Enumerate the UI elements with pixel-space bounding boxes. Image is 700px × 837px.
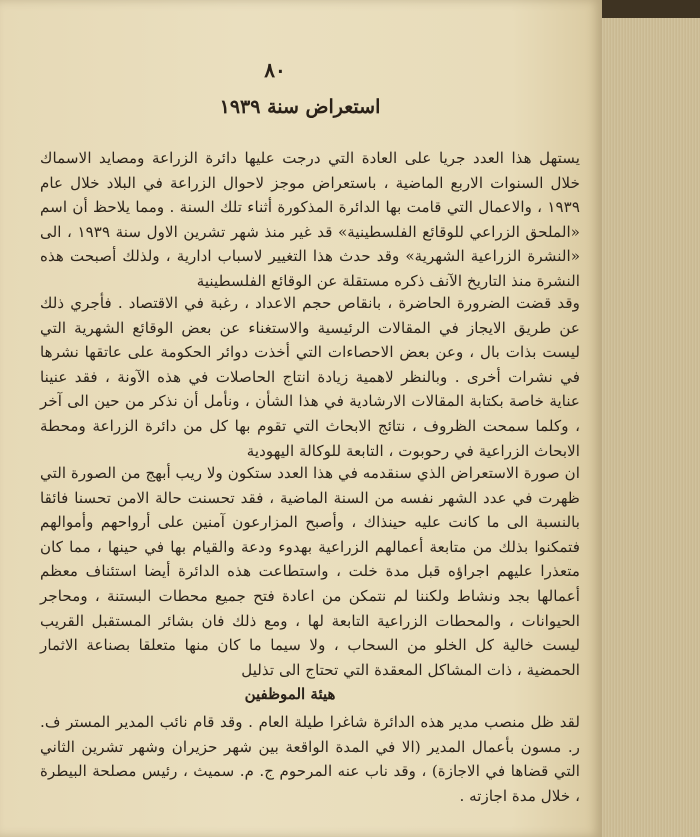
section-heading: هيئة الموظفين (244, 685, 336, 703)
page-title: استعراض سنة ١٩٣٩ (219, 96, 381, 118)
book-page-edges (596, 10, 700, 837)
page-number: ٨٠ (264, 58, 286, 82)
paragraph-4: لقد ظل منصب مدير هذه الدائرة شاغرا طيلة العام . وقد قام نائب المدير المستر ف. ر. مسون بأعمال المدير (الا في المدة الواقعة بين شهر حزيران وشهر تشرين الثاني التي قضاها في الاجازة) ، وقد ناب عنه المرحوم ج. م. سميث ، رئيس مصلحة البيطرة ، خلال مدة اجازته . (40, 713, 580, 805)
book-spine (598, 0, 700, 18)
paragraph-1: يستهل هذا العدد جريا على العادة التي درجت عليها دائرة الزراعة ومصايد الاسماك خلال السنوات الاربع الماضية ، باستعراض موجز لاحوال الزراعة في البلاد خلال عام ١٩٣٩ ، والاعمال التي قامت بها الدائرة المذكورة أثناء تلك السنة . ومما يلاحظ أن اسم «الملحق الزراعي للوقائع الفلسطينية» قد غير منذ شهر تشرين الاول سنة ١٩٣٩ ، الى «النشرة الزراعية الشهرية» وقد حدث هذا التغيير لاسباب ادارية ، ولذلك أصبحت هذه النشرة منذ التاريخ الآنف ذكره مستقلة عن الوقائع الفلسطينية (40, 149, 580, 290)
paragraph-2: وقد قضت الضرورة الحاضرة ، بانقاص حجم الاعداد ، رغبة في الاقتصاد . فأجري ذلك عن طريق الايجاز في المقالات الرئيسية والاستغناء عن بعض الوقائع الشهرية التي ليست بذات بال ، وعن بعض الاحصاءات التي أخذت دوائر الحكومة على عاتقها نشرها في نشرات أخرى . وبالنظر لاهمية زيادة انتاج الحاصلات في هذه الآونة ، فقد عنينا عناية خاصة بكتابة المقالات الارشادية في هذا الشأن ، ونأمل أن نذكر من حين الى آخر ، وكلما سمحت الظروف ، نتائج الابحاث التي تقوم بها كل من دائرة الزراعة ومحطة الابحاث الزراعية في رحوبوت ، التابعة للوكالة اليهودية (40, 294, 580, 460)
paragraph-3: ان صورة الاستعراض الذي سنقدمه في هذا العدد ستكون ولا ريب أبهج من الصورة التي ظهرت في عدد الشهر نفسه من السنة الماضية ، فقد تحسنت حالة الامن تحسنا فائقا بالنسبة الى ما كانت عليه حينذاك ، وأصبح المزارعون آمنين على أرواحهم وأموالهم فتمكنوا بذلك من متابعة أعمالهم الزراعية بهدوء ودعة والقيام بها في حينها ، مما كان متعذرا عليهم اجراؤه قبل مدة خلت ، واستطاعت هذه الدائرة أيضا استئناف معظم أعمالها بجد ونشاط ولكننا لم نتمكن من اعادة فتح جميع محطات البستنة ، ومحاجر الحيوانات ، والمحطات الزراعية التابعة لها ، ومع ذلك فان بشائر المستقبل القريب ليست خالية كل الخلو من السحاب ، ولا سيما ما كان منها متعلقا بصناعة الاثمار الحمضية ، ذات المشاكل المعقدة التي تحتاج الى تذليل (40, 464, 580, 679)
